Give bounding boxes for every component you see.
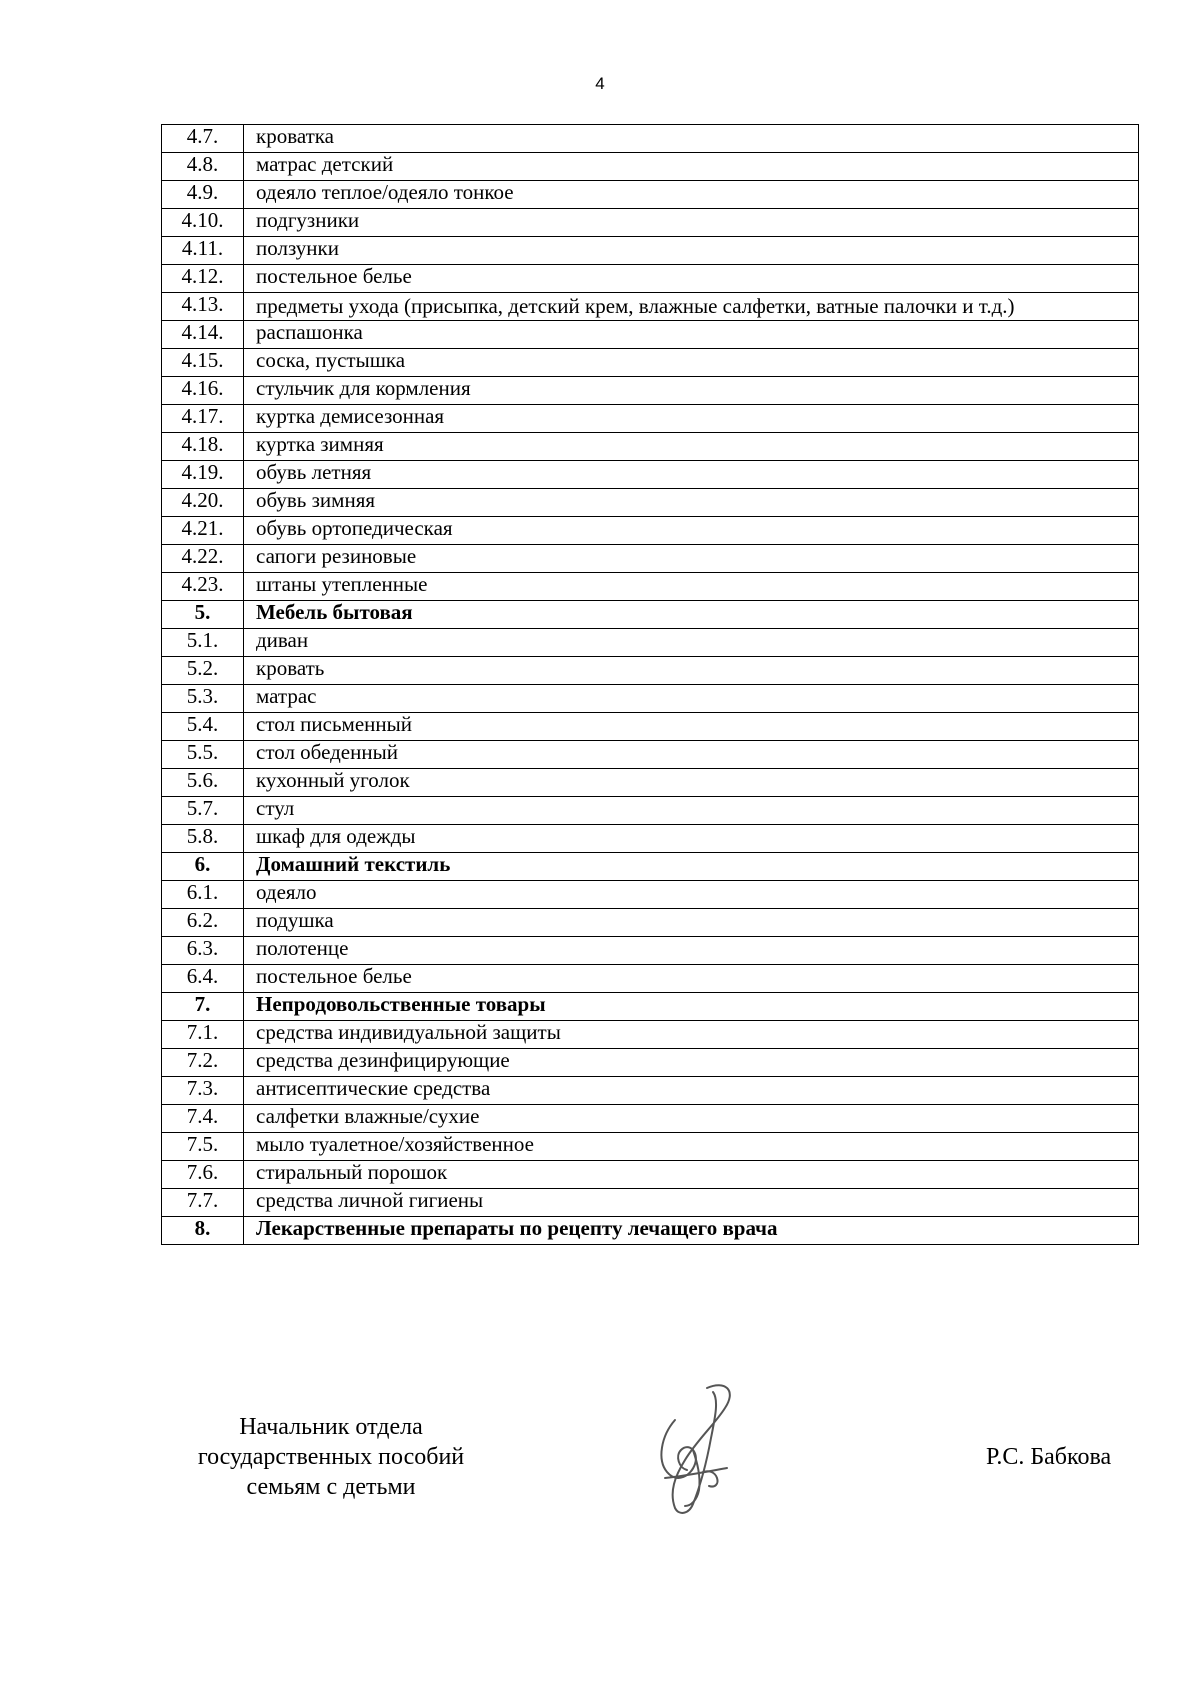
table-row [162,405,1139,433]
items-table-body [162,125,1139,1245]
row-number: 7.2. [162,1049,244,1077]
table-row [162,461,1139,489]
row-item: кухонный уголок [244,769,1139,797]
signature-name: Р.С. Бабкова [986,1444,1112,1470]
table-row [162,629,1139,657]
row-number: 4.8. [162,153,244,181]
table-row [162,377,1139,405]
table-row [162,965,1139,993]
row-number: 4.18. [162,433,244,461]
row-number: 4.16. [162,377,244,405]
row-number: 8. [162,1217,244,1245]
row-number: 4.23. [162,573,244,601]
table-row [162,881,1139,909]
row-number: 7.4. [162,1105,244,1133]
row-item: стул [244,797,1139,825]
table-row [162,433,1139,461]
table-row [162,517,1139,545]
row-number: 7.5. [162,1133,244,1161]
row-number: 7.7. [162,1189,244,1217]
row-item: подушка [244,909,1139,937]
row-number: 4.15. [162,349,244,377]
table-row [162,685,1139,713]
table-row [162,321,1139,349]
table-row [162,265,1139,293]
row-item: матрас детский [244,153,1139,181]
row-number: 5.6. [162,769,244,797]
table-row [162,237,1139,265]
row-item: мыло туалетное/хозяйственное [244,1133,1139,1161]
row-number: 6.4. [162,965,244,993]
row-item: антисептические средства [244,1077,1139,1105]
row-item: стульчик для кормления [244,377,1139,405]
row-item: обувь зимняя [244,489,1139,517]
table-row [162,1133,1139,1161]
row-item: ползунки [244,237,1139,265]
row-item: шкаф для одежды [244,825,1139,853]
table-row [162,657,1139,685]
table-row [162,713,1139,741]
row-number: 4.11. [162,237,244,265]
row-item: куртка демисезонная [244,405,1139,433]
row-item: диван [244,629,1139,657]
row-number: 4.7. [162,125,244,153]
row-item: штаны утепленные [244,573,1139,601]
table-row [162,153,1139,181]
items-table [161,124,1139,1245]
row-item: средства личной гигиены [244,1189,1139,1217]
row-number: 4.12. [162,265,244,293]
table-row [162,489,1139,517]
table-row [162,1189,1139,1217]
row-item: обувь ортопедическая [244,517,1139,545]
row-item: распашонка [244,321,1139,349]
row-number: 6.3. [162,937,244,965]
signature-position-line-1: Начальник отдела [239,1414,423,1440]
section-row [162,993,1139,1021]
row-item: средства дезинфицирующие [244,1049,1139,1077]
row-number: 7.1. [162,1021,244,1049]
table-row [162,797,1139,825]
row-number: 4.19. [162,461,244,489]
table-row [162,1049,1139,1077]
row-number: 6.1. [162,881,244,909]
section-row [162,601,1139,629]
row-item: средства индивидуальной защиты [244,1021,1139,1049]
row-item: одеяло [244,881,1139,909]
row-item: подгузники [244,209,1139,237]
row-number: 4.17. [162,405,244,433]
handwritten-signature [645,1380,750,1520]
row-item: стол письменный [244,713,1139,741]
row-number: 4.20. [162,489,244,517]
signature-position-line-3: семьям с детьми [246,1474,416,1500]
section-title: Домашний текстиль [244,853,1139,881]
table-row [162,573,1139,601]
section-row [162,1217,1139,1245]
table-row [162,741,1139,769]
row-item: обувь летняя [244,461,1139,489]
section-row [162,853,1139,881]
row-number: 7.3. [162,1077,244,1105]
table-row [162,909,1139,937]
row-number: 4.10. [162,209,244,237]
table-row [162,209,1139,237]
section-title: Мебель бытовая [244,601,1139,629]
row-item: матрас [244,685,1139,713]
row-item: соска, пустышка [244,349,1139,377]
table-row [162,125,1139,153]
row-item: постельное белье [244,265,1139,293]
table-row [162,1105,1139,1133]
row-number: 5.1. [162,629,244,657]
row-number: 5.2. [162,657,244,685]
row-number: 4.13. [162,293,244,321]
row-item: предметы ухода (присыпка, детский крем, влажные салфетки, ватные палочки и т.д.) [244,293,1139,321]
row-number: 5.4. [162,713,244,741]
row-number: 5.3. [162,685,244,713]
table-row [162,1021,1139,1049]
section-title: Лекарственные препараты по рецепту лечащего врача [244,1217,1139,1245]
signature-position [160,1412,502,1502]
row-number: 6. [162,853,244,881]
row-item: кроватка [244,125,1139,153]
row-number: 5.7. [162,797,244,825]
signature-position-line-2: государственных пособий [197,1444,465,1470]
table-row [162,181,1139,209]
row-number: 7. [162,993,244,1021]
row-number: 4.21. [162,517,244,545]
row-item: стол обеденный [244,741,1139,769]
table-row [162,349,1139,377]
row-item: одеяло теплое/одеяло тонкое [244,181,1139,209]
row-item: постельное белье [244,965,1139,993]
row-number: 4.22. [162,545,244,573]
row-number: 4.9. [162,181,244,209]
table-row [162,825,1139,853]
row-item: полотенце [244,937,1139,965]
row-number: 5.5. [162,741,244,769]
table-row [162,1161,1139,1189]
row-number: 5. [162,601,244,629]
table-row [162,937,1139,965]
table-row [162,293,1139,321]
row-item: салфетки влажные/сухие [244,1105,1139,1133]
table-row [162,769,1139,797]
row-number: 6.2. [162,909,244,937]
page-number: 4 [595,74,605,93]
table-row [162,1077,1139,1105]
row-number: 5.8. [162,825,244,853]
row-number: 4.14. [162,321,244,349]
table-row [162,545,1139,573]
row-item: стиральный порошок [244,1161,1139,1189]
section-title: Непродовольственные товары [244,993,1139,1021]
row-number: 7.6. [162,1161,244,1189]
row-item: сапоги резиновые [244,545,1139,573]
row-item: куртка зимняя [244,433,1139,461]
row-item: кровать [244,657,1139,685]
